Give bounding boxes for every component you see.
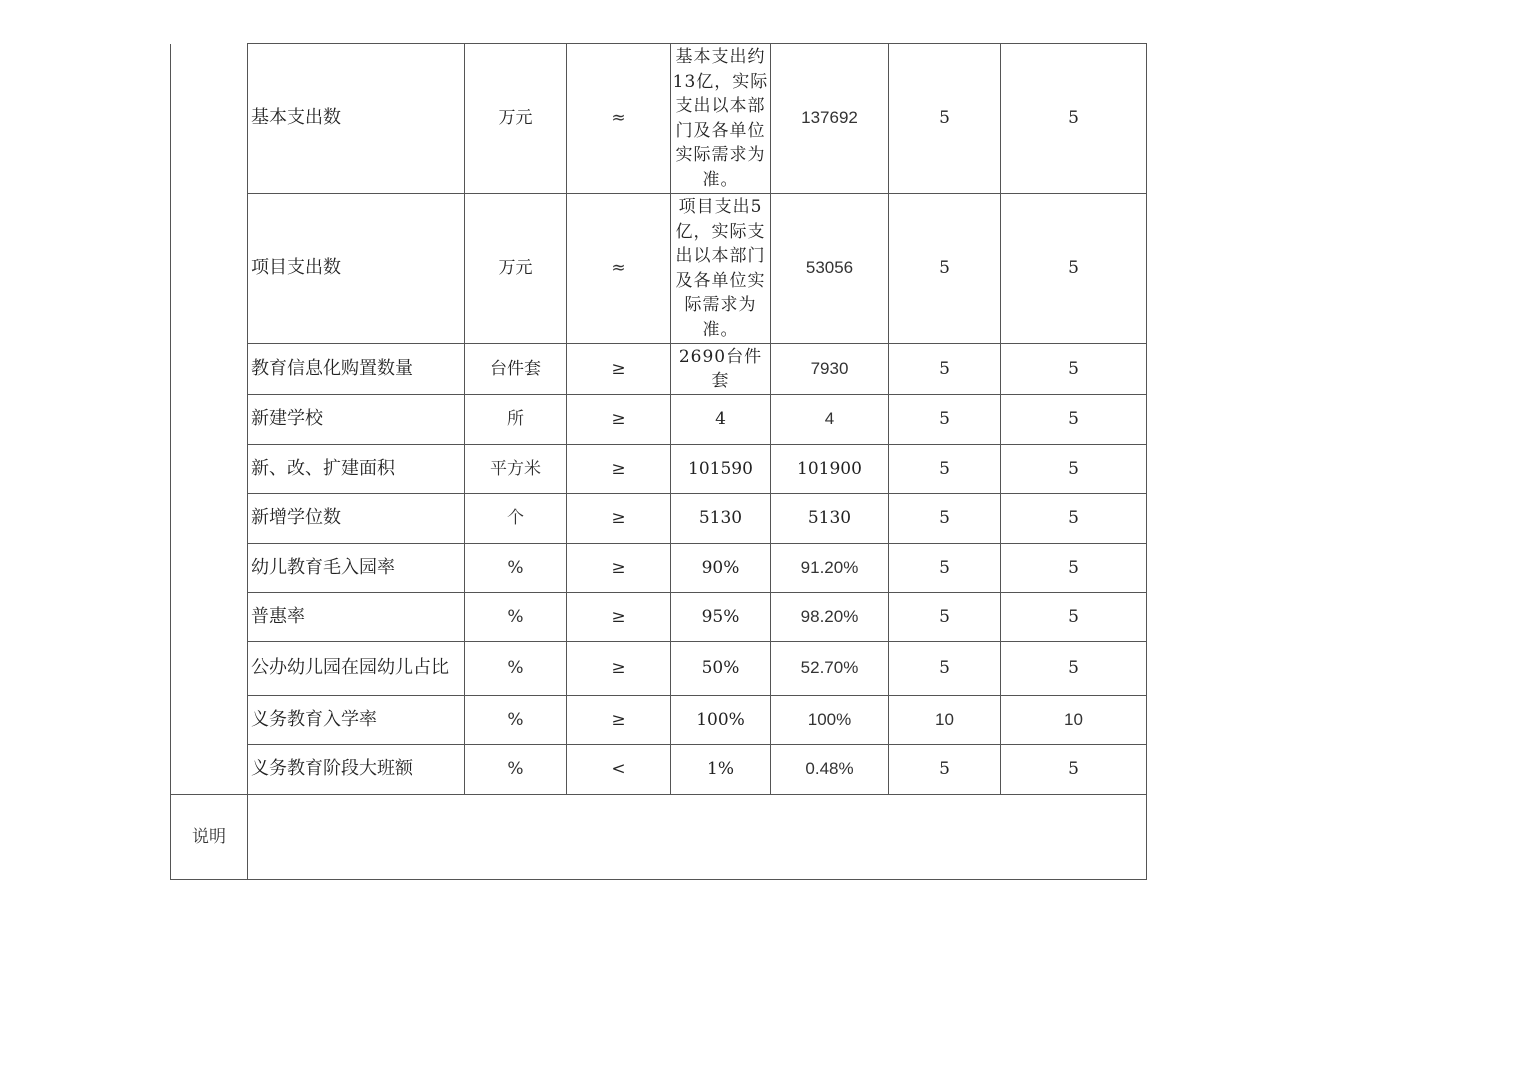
indicator-operator: ≈: [567, 194, 671, 344]
indicator-score: 5: [1001, 44, 1147, 194]
indicator-actual: 98.20%: [771, 593, 889, 642]
indicator-operator: ≥: [567, 344, 671, 395]
indicator-actual: 0.48%: [771, 745, 889, 795]
indicator-unit: 个: [465, 494, 567, 544]
indicator-score: 5: [1001, 344, 1147, 395]
table-row: [171, 395, 1147, 445]
indicator-name: 普惠率: [248, 593, 465, 642]
indicator-target: 4: [671, 395, 771, 445]
indicator-unit: 台件套: [465, 344, 567, 395]
note-content: [248, 795, 1147, 880]
indicator-weight: 5: [889, 593, 1001, 642]
indicator-name: 幼儿教育毛入园率: [248, 544, 465, 593]
indicator-target: 2690台件套: [671, 344, 771, 395]
indicator-actual: 5130: [771, 494, 889, 544]
table-row: [171, 544, 1147, 593]
indicator-name: 义务教育入学率: [248, 696, 465, 745]
indicator-target: 基本支出约13亿，实际支出以本部门及各单位实际需求为准。: [671, 44, 771, 194]
indicator-weight: 5: [889, 44, 1001, 194]
table-row: [171, 494, 1147, 544]
indicator-unit: %: [465, 593, 567, 642]
indicator-unit: %: [465, 745, 567, 795]
table-row: [171, 593, 1147, 642]
indicator-target: 1%: [671, 745, 771, 795]
table-row: [171, 344, 1147, 395]
indicator-score: 5: [1001, 445, 1147, 494]
indicator-actual: 101900: [771, 445, 889, 494]
indicator-operator: <: [567, 745, 671, 795]
table-row: [171, 745, 1147, 795]
indicator-actual: 91.20%: [771, 544, 889, 593]
indicator-weight: 5: [889, 745, 1001, 795]
indicator-score: 5: [1001, 593, 1147, 642]
indicator-score: 5: [1001, 395, 1147, 445]
table-row: [171, 194, 1147, 344]
indicator-actual: 7930: [771, 344, 889, 395]
indicator-actual: 100%: [771, 696, 889, 745]
indicator-score: 10: [1001, 696, 1147, 745]
indicator-weight: 5: [889, 344, 1001, 395]
indicator-unit: 万元: [465, 194, 567, 344]
note-row: [171, 795, 1147, 880]
indicator-name: 教育信息化购置数量: [248, 344, 465, 395]
indicator-weight: 5: [889, 445, 1001, 494]
indicator-score: 5: [1001, 544, 1147, 593]
indicator-score: 5: [1001, 194, 1147, 344]
indicator-unit: 所: [465, 395, 567, 445]
indicator-target: 100%: [671, 696, 771, 745]
table-row: [171, 445, 1147, 494]
indicator-unit: %: [465, 544, 567, 593]
indicator-target: 101590: [671, 445, 771, 494]
table-row: [171, 696, 1147, 745]
indicator-target: 95%: [671, 593, 771, 642]
indicator-name: 义务教育阶段大班额: [248, 745, 465, 795]
indicator-target: 50%: [671, 642, 771, 696]
indicator-actual: 53056: [771, 194, 889, 344]
indicator-operator: ≥: [567, 445, 671, 494]
merged-category-cell: [171, 44, 248, 795]
indicator-operator: ≈: [567, 44, 671, 194]
indicator-actual: 4: [771, 395, 889, 445]
performance-table: [170, 43, 1147, 880]
indicator-unit: 平方米: [465, 445, 567, 494]
indicator-name: 项目支出数: [248, 194, 465, 344]
indicator-unit: %: [465, 696, 567, 745]
indicator-actual: 52.70%: [771, 642, 889, 696]
indicator-score: 5: [1001, 494, 1147, 544]
indicator-operator: ≥: [567, 544, 671, 593]
indicator-operator: ≥: [567, 593, 671, 642]
indicator-operator: ≥: [567, 494, 671, 544]
table-row: [171, 642, 1147, 696]
indicator-score: 5: [1001, 745, 1147, 795]
indicator-weight: 5: [889, 194, 1001, 344]
note-label: 说明: [171, 795, 248, 880]
indicator-name: 新建学校: [248, 395, 465, 445]
indicator-name: 公办幼儿园在园幼儿占比: [248, 642, 465, 696]
indicator-score: 5: [1001, 642, 1147, 696]
indicator-weight: 5: [889, 642, 1001, 696]
indicator-name: 新、改、扩建面积: [248, 445, 465, 494]
indicator-target: 90%: [671, 544, 771, 593]
indicator-weight: 5: [889, 395, 1001, 445]
indicator-weight: 10: [889, 696, 1001, 745]
indicator-unit: 万元: [465, 44, 567, 194]
indicator-weight: 5: [889, 494, 1001, 544]
indicator-operator: ≥: [567, 642, 671, 696]
indicator-name: 新增学位数: [248, 494, 465, 544]
indicator-unit: %: [465, 642, 567, 696]
table-row: [171, 44, 1147, 194]
indicator-operator: ≥: [567, 696, 671, 745]
indicator-name: 基本支出数: [248, 44, 465, 194]
indicator-actual: 137692: [771, 44, 889, 194]
indicator-weight: 5: [889, 544, 1001, 593]
indicator-target: 项目支出5亿，实际支出以本部门及各单位实际需求为准。: [671, 194, 771, 344]
indicator-target: 5130: [671, 494, 771, 544]
indicator-operator: ≥: [567, 395, 671, 445]
